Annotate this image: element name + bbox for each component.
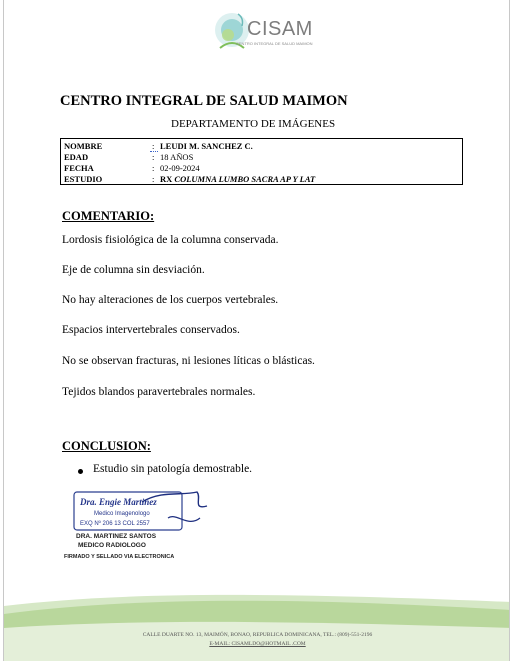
study-label: ESTUDIO (64, 174, 103, 184)
stamp-handwritten-name: Dra. Engie Martinez (80, 497, 157, 507)
stamp-exq: EXQ Nº 206 13 COL 2557 (80, 521, 150, 527)
conclusion-item: Estudio sin patología demostrable. (93, 463, 253, 475)
logo-text: CISAM (247, 18, 313, 40)
name-separator: : (152, 141, 155, 151)
age-label: EDAD (64, 152, 89, 162)
department-title: DEPARTAMENTO DE IMÁGENES (171, 118, 336, 130)
age-value: 18 AÑOS (160, 152, 194, 162)
bullet-icon (78, 469, 83, 474)
footer-wave (4, 588, 510, 661)
doctor-title: MEDICO RADIOLOGO (78, 542, 146, 549)
doctor-name: DRA. MARTINEZ SANTOS (76, 533, 157, 540)
document-title: CENTRO INTEGRAL DE SALUD MAIMON (60, 93, 348, 109)
logo-subtitle: CENTRO INTEGRAL DE SALUD MAIMON (236, 41, 313, 46)
study-value (160, 174, 315, 184)
conclusion-heading: CONCLUSION: (62, 439, 151, 453)
date-label: FECHA (64, 163, 94, 173)
finding-item: No hay alteraciones de los cuerpos vertebrales. (62, 294, 279, 306)
finding-item: Tejidos blandos paravertebrales normales. (62, 386, 256, 398)
age-separator: : (152, 152, 155, 162)
finding-item: Eje de columna sin desviación. (62, 264, 205, 276)
date-value: 02-09-2024 (160, 163, 200, 173)
document-page (3, 0, 510, 661)
name-label: NOMBRE (64, 141, 103, 151)
footer-email[interactable]: E-MAIL: CISAMLDO@HOTMAIL .COM (209, 641, 306, 647)
doctor-stamp (72, 488, 212, 538)
stamp-role: Medico Imagenologo (94, 511, 150, 517)
signature-stamp-icon (72, 488, 212, 538)
patient-info-box (60, 138, 463, 185)
finding-item: No se observan fracturas, ni lesiones líticas o blásticas. (62, 355, 315, 367)
comment-heading: COMENTARIO: (62, 209, 155, 223)
study-name: COLUMNA LUMBO SACRA AP Y LAT (174, 174, 316, 184)
study-prefix: RX (160, 174, 173, 184)
study-separator: : (152, 174, 155, 184)
cisam-logo (210, 8, 320, 58)
date-separator: : (152, 163, 155, 173)
finding-item: Espacios intervertebrales conservados. (62, 324, 240, 336)
name-value: LEUDI M. SANCHEZ C. (160, 141, 253, 151)
signature-note: FIRMADO Y SELLADO VIA ELECTRONICA (64, 554, 175, 560)
finding-item: Lordosis fisiológica de la columna conservada. (62, 234, 279, 246)
footer-address: CALLE DUARTE NO. 13, MAIMÓN, BONAO, REPUBLICA DOMINICANA, TEL.: (809)-551-2196 (142, 632, 373, 638)
